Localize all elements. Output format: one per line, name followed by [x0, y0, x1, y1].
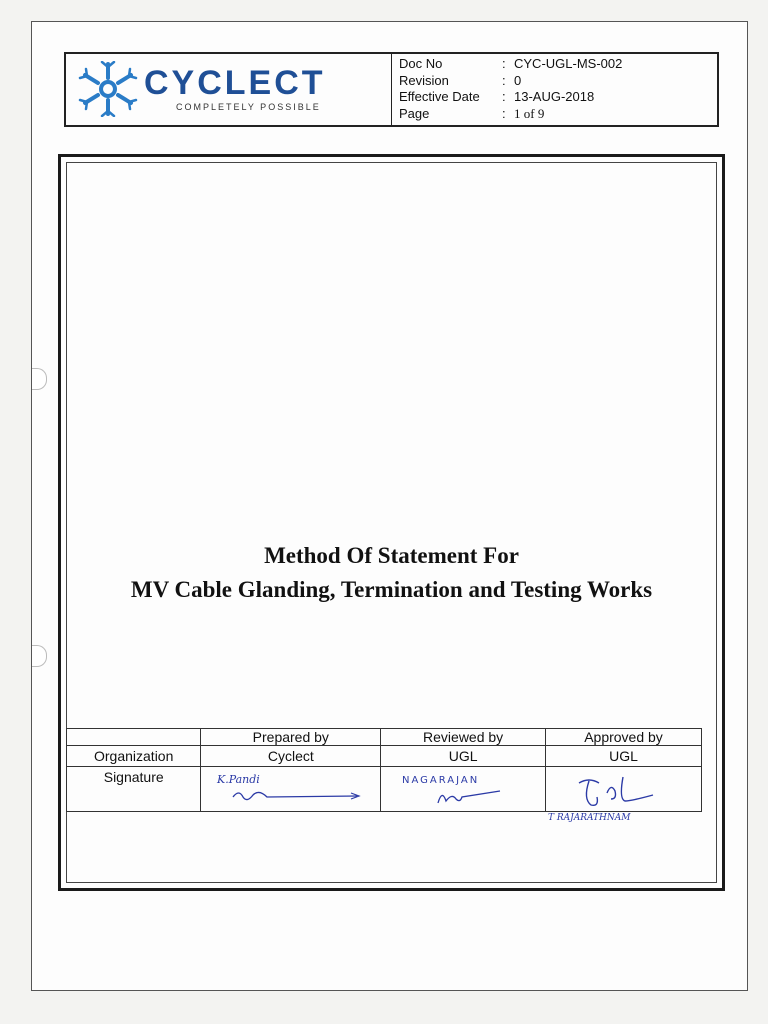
organization-reviewed: UGL	[381, 746, 546, 767]
punch-hole	[32, 645, 47, 667]
header-cell-approved-by: Approved by	[546, 729, 702, 746]
document-header	[64, 52, 719, 127]
svg-text:NAGARAJAN: NAGARAJAN	[402, 775, 480, 786]
approval-table	[66, 728, 702, 823]
meta-separator: :	[502, 72, 506, 88]
signature-label: Signature	[67, 767, 201, 812]
signature-approved	[546, 767, 702, 823]
punch-hole	[32, 368, 47, 390]
meta-value: 1 of 9	[514, 105, 545, 121]
meta-row-doc-no	[399, 56, 622, 73]
document-title	[67, 539, 716, 607]
handwritten-signature-reviewed	[388, 769, 538, 809]
brand-name: CYCLECT	[144, 64, 326, 102]
handwritten-name-approved	[546, 807, 676, 825]
title-line-2: MV Cable Glanding, Termination and Testing Works	[130, 577, 653, 602]
meta-row-effective-date	[399, 89, 622, 106]
logo-cell	[66, 54, 392, 125]
approval-header-row	[67, 729, 702, 746]
handwritten-signature-prepared	[211, 769, 371, 809]
meta-separator: :	[502, 105, 506, 121]
title-line-1: Method Of Statement For	[264, 543, 519, 568]
brand-tagline: COMPLETELY POSSIBLE	[176, 102, 321, 112]
meta-value: 0	[514, 72, 522, 88]
header-cell-prepared-by: Prepared by	[201, 729, 381, 746]
meta-label: Revision	[399, 72, 449, 88]
meta-separator: :	[502, 56, 506, 71]
organization-label: Organization	[67, 746, 201, 767]
meta-label: Page	[399, 105, 430, 121]
organization-approved: UGL	[546, 746, 702, 767]
header-cell-reviewed-by: Reviewed by	[381, 729, 546, 746]
organization-row	[67, 746, 702, 767]
meta-label: Effective Date	[399, 89, 480, 104]
signature-row	[67, 767, 702, 812]
meta-row-page	[399, 106, 622, 123]
header-cell-empty	[67, 729, 201, 746]
svg-text:K.Pandi: K.Pandi	[216, 773, 260, 786]
document-meta	[399, 56, 622, 122]
meta-value: CYC-UGL-MS-002	[514, 56, 623, 71]
organization-prepared: Cyclect	[201, 746, 381, 767]
svg-text:T RAJARATHNAM: T RAJARATHNAM	[548, 813, 631, 823]
cyclect-logo-icon	[78, 61, 138, 117]
meta-value: 13-AUG-2018	[514, 89, 595, 104]
meta-separator: :	[502, 89, 506, 104]
signature-prepared	[201, 767, 381, 812]
signature-reviewed	[381, 767, 546, 812]
meta-label: Doc No	[399, 56, 443, 71]
handwritten-signature-approved	[549, 769, 699, 809]
meta-row-revision	[399, 73, 622, 90]
